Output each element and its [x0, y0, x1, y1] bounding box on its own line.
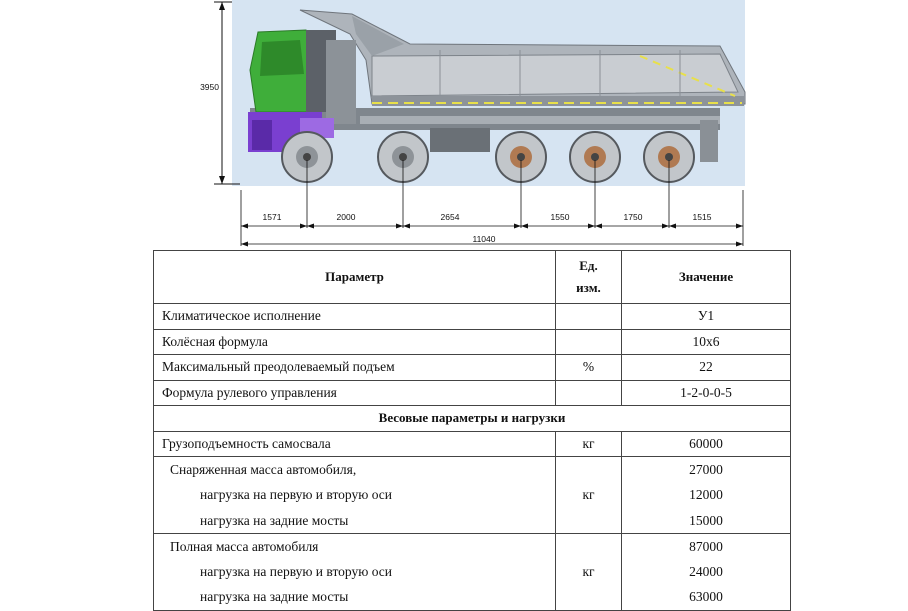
param-cell: Максимальный преодолеваемый подъем — [154, 355, 556, 381]
value-cell: У1 — [622, 304, 791, 330]
header-unit-line1: Ед. — [579, 258, 598, 273]
table-row — [154, 380, 791, 406]
segment-label: 1571 — [262, 212, 282, 222]
header-unit — [556, 251, 622, 304]
param-cell: Грузоподъемность самосвала — [154, 431, 556, 457]
curb-mass-value: 27000 — [689, 462, 723, 477]
curb-mass-rear-value: 15000 — [689, 512, 723, 528]
segment-label: 1750 — [623, 212, 643, 222]
spec-table — [153, 250, 791, 611]
segment-label: 1550 — [550, 212, 570, 222]
gross-mass-title: Полная масса автомобиля — [170, 538, 319, 554]
param-cell: Климатическое исполнение — [154, 304, 556, 330]
gross-mass-value: 87000 — [689, 538, 723, 554]
param-cell: Колёсная формула — [154, 329, 556, 355]
value-cell — [622, 533, 791, 610]
gross-mass-front-value: 24000 — [689, 564, 723, 580]
unit-cell: кг — [556, 457, 622, 534]
truck-dimension-drawing — [0, 0, 908, 250]
segment-label: 1515 — [692, 212, 712, 222]
header-param: Параметр — [154, 251, 556, 304]
section-title: Весовые параметры и нагрузки — [154, 406, 791, 432]
header-unit-line2: изм. — [576, 280, 601, 295]
value-cell: 22 — [622, 355, 791, 381]
table-row — [154, 329, 791, 355]
segment-label: 2654 — [440, 212, 460, 222]
param-cell: Формула рулевого управления — [154, 380, 556, 406]
gross-mass-rear-load: нагрузка на задние мосты — [200, 589, 349, 605]
curb-mass-title: Снаряженная масса автомобиля, — [170, 462, 357, 477]
table-header-row — [154, 251, 791, 304]
total-length-label: 11040 — [472, 234, 496, 244]
unit-cell: кг — [556, 431, 622, 457]
height-label: 3950 — [200, 82, 219, 92]
unit-cell: % — [556, 355, 622, 381]
curb-mass-rear-load: нагрузка на задние мосты — [200, 512, 349, 528]
param-cell — [154, 533, 556, 610]
curb-mass-front-load: нагрузка на первую и вторую оси — [200, 487, 393, 503]
section-header-row — [154, 406, 791, 432]
gross-mass-front-load: нагрузка на первую и вторую оси — [200, 564, 393, 580]
value-cell: 60000 — [622, 431, 791, 457]
curb-mass-front-value: 12000 — [689, 487, 723, 503]
table-row — [154, 355, 791, 381]
value-cell: 1-2-0-0-5 — [622, 380, 791, 406]
unit-cell — [556, 304, 622, 330]
unit-cell — [556, 380, 622, 406]
gross-mass-row — [154, 533, 791, 610]
table-row — [154, 304, 791, 330]
curb-mass-row — [154, 457, 791, 534]
table-row — [154, 431, 791, 457]
value-cell — [622, 457, 791, 534]
unit-cell — [556, 329, 622, 355]
header-value: Значение — [622, 251, 791, 304]
segment-label: 2000 — [336, 212, 356, 222]
unit-cell: кг — [556, 533, 622, 610]
gross-mass-rear-value: 63000 — [689, 589, 723, 605]
param-cell — [154, 457, 556, 534]
value-cell: 10х6 — [622, 329, 791, 355]
